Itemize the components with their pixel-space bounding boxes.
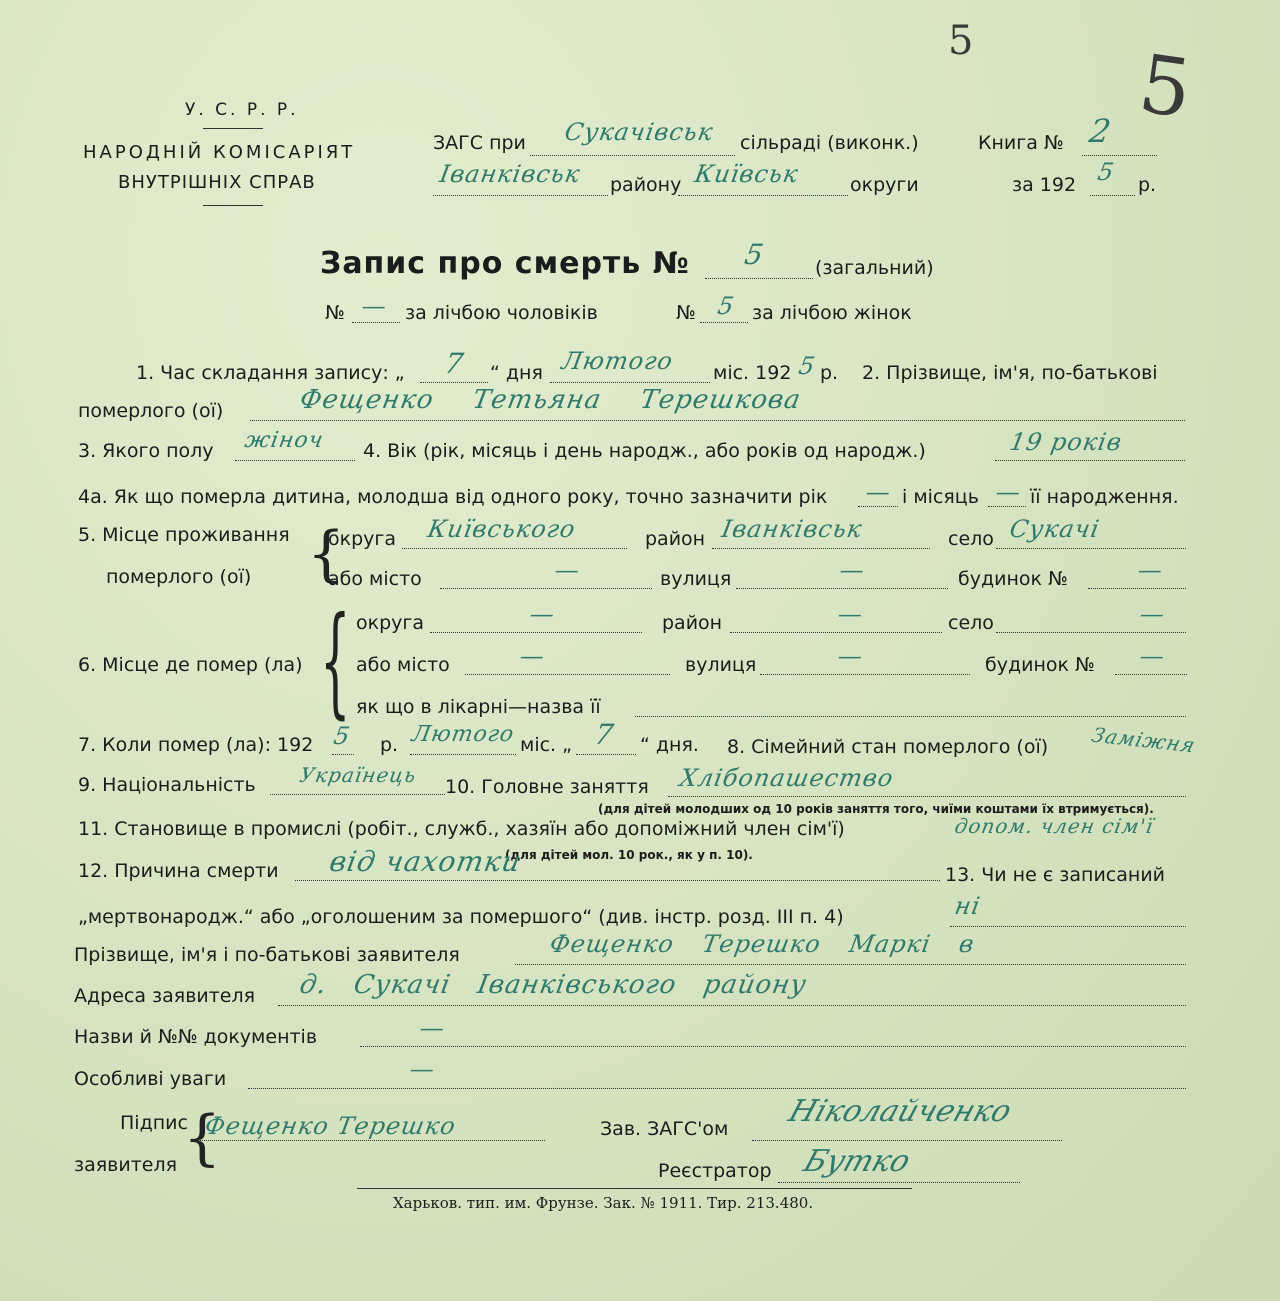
item11-value: допом. член сім'ї [952, 814, 1156, 838]
item6-city-value: — [517, 642, 548, 670]
item4a-month-value: — [993, 478, 1024, 506]
district-label: району [610, 174, 682, 196]
item5-selo-label: село [948, 528, 994, 550]
ministry-line2: ВНУТРІШНІХ СПРАВ [118, 172, 316, 193]
year-value: 5 [1095, 158, 1117, 186]
zags-village-line [530, 155, 735, 156]
applicant-name-line [515, 964, 1186, 965]
item3-label: 3. Якого полу [78, 440, 214, 462]
item6-city-line [465, 674, 670, 675]
item6-selo-value: — [1137, 600, 1168, 628]
record-general-label: (загальний) [815, 257, 934, 279]
item7-day-line [576, 754, 636, 755]
item5-street-line [736, 588, 948, 589]
item6-okrug-value: — [527, 600, 558, 628]
item6-street-value: — [835, 642, 866, 670]
item12-value: від чахотки [327, 845, 524, 878]
item6-rayon-line [730, 632, 942, 633]
ministry-line1: НАРОДНІЙ КОМІСАРІЯТ [83, 142, 356, 163]
item3-line [235, 460, 355, 461]
item6-okrug-label: округа [356, 612, 425, 634]
item6-selo-line [996, 632, 1186, 633]
item5-house-value: — [1135, 556, 1166, 584]
signature-line [200, 1140, 545, 1141]
applicant-address-label: Адреса заявителя [74, 985, 256, 1007]
printer-imprint: Харьков. тип. им. Фрунзе. Зак. № 1911. Тир. 213.480. [393, 1194, 814, 1212]
item4a-end-label: її народження. [1030, 486, 1179, 508]
year-suffix: р. [1138, 174, 1157, 196]
item5-selo-line [996, 548, 1186, 549]
item4-line [995, 460, 1185, 461]
applicant-signature-value: Фещенко Терешко [202, 1112, 459, 1140]
women-label: за лічбою жінок [752, 302, 912, 324]
item3-value: жіноч [242, 428, 326, 453]
item5-house-line [1088, 588, 1186, 589]
item7-month-line [410, 754, 516, 755]
item5-city-line [440, 588, 652, 589]
item7-year-value: 5 [331, 722, 353, 750]
item6-label: 6. Місце де помер (ла) [78, 654, 303, 676]
item7-month-value: Лютого [409, 722, 517, 747]
header-divider-2 [203, 205, 263, 206]
item1-day-line [420, 382, 488, 383]
applicant-name-value: Фещенко Терешко Маркі в [547, 930, 977, 958]
item11-note: (для дітей мол. 10 рок., як у п. 10). [505, 848, 753, 862]
item4a-month-line [988, 506, 1026, 507]
footer-rule [357, 1188, 912, 1189]
item7-year-line [332, 754, 354, 755]
item5-selo-value: Сукачі [1007, 515, 1102, 543]
men-label: за лічбою чоловіків [405, 302, 598, 324]
item4a-label: 4а. Як що померла дитина, молодша від одного року, точно зазначити рік [78, 486, 828, 508]
item5-city-label: або місто [328, 568, 422, 590]
item9-value: Українець [297, 763, 419, 787]
item7-day-label: “ дня. [640, 734, 699, 756]
item12-label: 12. Причина смерти [78, 860, 279, 882]
archive-mark-small: 5 [948, 18, 974, 64]
item7-label: 7. Коли помер (ла): 192 [78, 734, 314, 756]
item11-label: 11. Становище в промислі (робіт., служб., хазяїн або допоміжний член сім'ї) [78, 818, 845, 840]
archive-mark-large: 5 [1133, 36, 1198, 137]
women-count-value: 5 [715, 292, 737, 320]
zags-village-value: Сукачівськ [562, 118, 716, 146]
men-no-label: № [325, 302, 345, 324]
book-value: 2 [1086, 112, 1115, 150]
men-count-value: — [359, 292, 390, 320]
item2-name-value: Фещенко Тетьяна Терешкова [297, 385, 804, 415]
notes-line [248, 1088, 1186, 1089]
women-line [700, 322, 748, 323]
documents-line [360, 1046, 1186, 1047]
okrug-line [678, 195, 848, 196]
item1-day-value: 7 [442, 347, 467, 380]
item5-city-value: — [552, 556, 583, 584]
item1-label: 1. Час складання запису: „ [136, 362, 405, 384]
item1-month-value: Лютого [559, 347, 676, 375]
item10-line [668, 796, 1186, 797]
documents-value: — [417, 1014, 448, 1042]
item1-month-label: міс. 192 [713, 362, 792, 384]
item4a-year-line [858, 506, 898, 507]
applicant-name-label: Прізвище, ім'я і по-батькові заявителя [74, 944, 460, 966]
item5-brace: { [307, 519, 346, 589]
head-zags-signature: Ніколайченко [784, 1094, 1016, 1129]
notes-label: Особливі уваги [74, 1068, 227, 1090]
okrug-value: Київськ [692, 160, 801, 188]
applicant-address-line [278, 1005, 1186, 1006]
signature-brace: { [183, 1103, 222, 1173]
item7-day-value: 7 [592, 718, 617, 751]
item1-year-value: 5 [796, 352, 818, 380]
registrar-line [778, 1182, 1020, 1183]
item6-street-label: вулиця [685, 654, 757, 676]
item6-rayon-label: район [662, 612, 723, 634]
item5-okrug-line [402, 548, 627, 549]
item5-rayon-line [712, 548, 930, 549]
year-line [1090, 195, 1135, 196]
header-divider-1 [203, 128, 263, 129]
registrar-signature: Бутко [799, 1144, 915, 1179]
item10-value: Хлібопашество [677, 764, 896, 792]
item5-okrug-value: Київського [425, 515, 579, 543]
item10-note: (для дітей молодших од 10 років заняття того, чиїми коштами їх втримується). [598, 802, 1154, 816]
item4-value: 19 років [1007, 428, 1125, 456]
item5-house-label: будинок № [958, 568, 1068, 590]
council-label: сільраді (виконк.) [740, 132, 919, 154]
item9-line [270, 794, 445, 795]
item5-street-value: — [837, 556, 868, 584]
applicant-address-value: д. Сукачі Іванківського району [297, 970, 810, 1000]
item6-okrug-line [430, 632, 642, 633]
item6-house-label: будинок № [985, 654, 1095, 676]
item5-rayon-value: Іванківськ [719, 515, 865, 543]
item8-value: Заміжня [1088, 722, 1199, 758]
district-value: Іванківськ [437, 160, 583, 188]
record-number-line [705, 278, 813, 279]
item7-r-label: р. [380, 734, 399, 756]
item5-label2: померлого (ої) [106, 566, 252, 588]
item4a-month-label: і місяць [902, 486, 979, 508]
item6-selo-label: село [948, 612, 994, 634]
year-prefix: за 192 [1012, 174, 1077, 196]
district-line [433, 195, 608, 196]
republic-label: У. С. Р. Р. [185, 100, 299, 120]
head-zags-label: Зав. ЗАГС'ом [600, 1118, 729, 1140]
documents-label: Назви й №№ документів [74, 1026, 318, 1048]
item5-okrug-label: округа [328, 528, 397, 550]
book-label: Книга № [978, 132, 1064, 154]
item6-brace: { [320, 592, 351, 731]
record-title: Запис про смерть № [320, 246, 690, 281]
signature-label2: заявителя [74, 1154, 178, 1176]
item5-street-label: вулиця [660, 568, 732, 590]
item1-month-line [550, 382, 710, 383]
item6-house-line [1115, 674, 1187, 675]
signature-label1: Підпис [120, 1112, 188, 1134]
item1-day-label: “ дня [490, 362, 543, 384]
item6-street-line [760, 674, 970, 675]
item6-hospital-label: як що в лікарні—назва її [356, 696, 601, 718]
item6-house-value: — [1137, 642, 1168, 670]
item5-rayon-label: район [645, 528, 706, 550]
item2-label: 2. Прізвище, ім'я, по-батькові [862, 362, 1158, 384]
record-number-value: 5 [742, 238, 767, 271]
item13-value: ні [952, 892, 983, 920]
item4-label: 4. Вік (рік, місяць і день народж., або років од народж.) [363, 440, 926, 462]
item4a-year-value: — [863, 478, 894, 506]
notes-value: — [407, 1055, 438, 1083]
item6-hospital-line [635, 716, 1186, 717]
item5-label1: 5. Місце проживання [78, 524, 290, 546]
book-line [1082, 155, 1157, 156]
okrug-label: округи [850, 174, 919, 196]
item2-name-line [250, 420, 1185, 421]
item13-label2: „мертвонародж.“ або „оголошеним за помершого“ (див. інстр. розд. III п. 4) [78, 906, 844, 928]
item6-city-label: або місто [356, 654, 450, 676]
item2-label2: померлого (ої) [78, 400, 224, 422]
item13-line [950, 926, 1186, 927]
item1-year-label: р. [820, 362, 839, 384]
item7-month-label: міс. „ [520, 734, 572, 756]
item6-rayon-value: — [835, 600, 866, 628]
men-line [352, 322, 400, 323]
head-zags-line [752, 1140, 1062, 1141]
women-no-label: № [676, 302, 696, 324]
item13-label: 13. Чи не є записаний [945, 864, 1166, 886]
zags-label: ЗАГС при [433, 132, 526, 154]
item12-line [295, 880, 940, 881]
item8-label: 8. Сімейний стан померлого (ої) [727, 736, 1049, 758]
item9-label: 9. Національність [78, 774, 256, 796]
item10-label: 10. Головне заняття [445, 776, 649, 798]
registrar-label: Реєстратор [658, 1160, 772, 1182]
